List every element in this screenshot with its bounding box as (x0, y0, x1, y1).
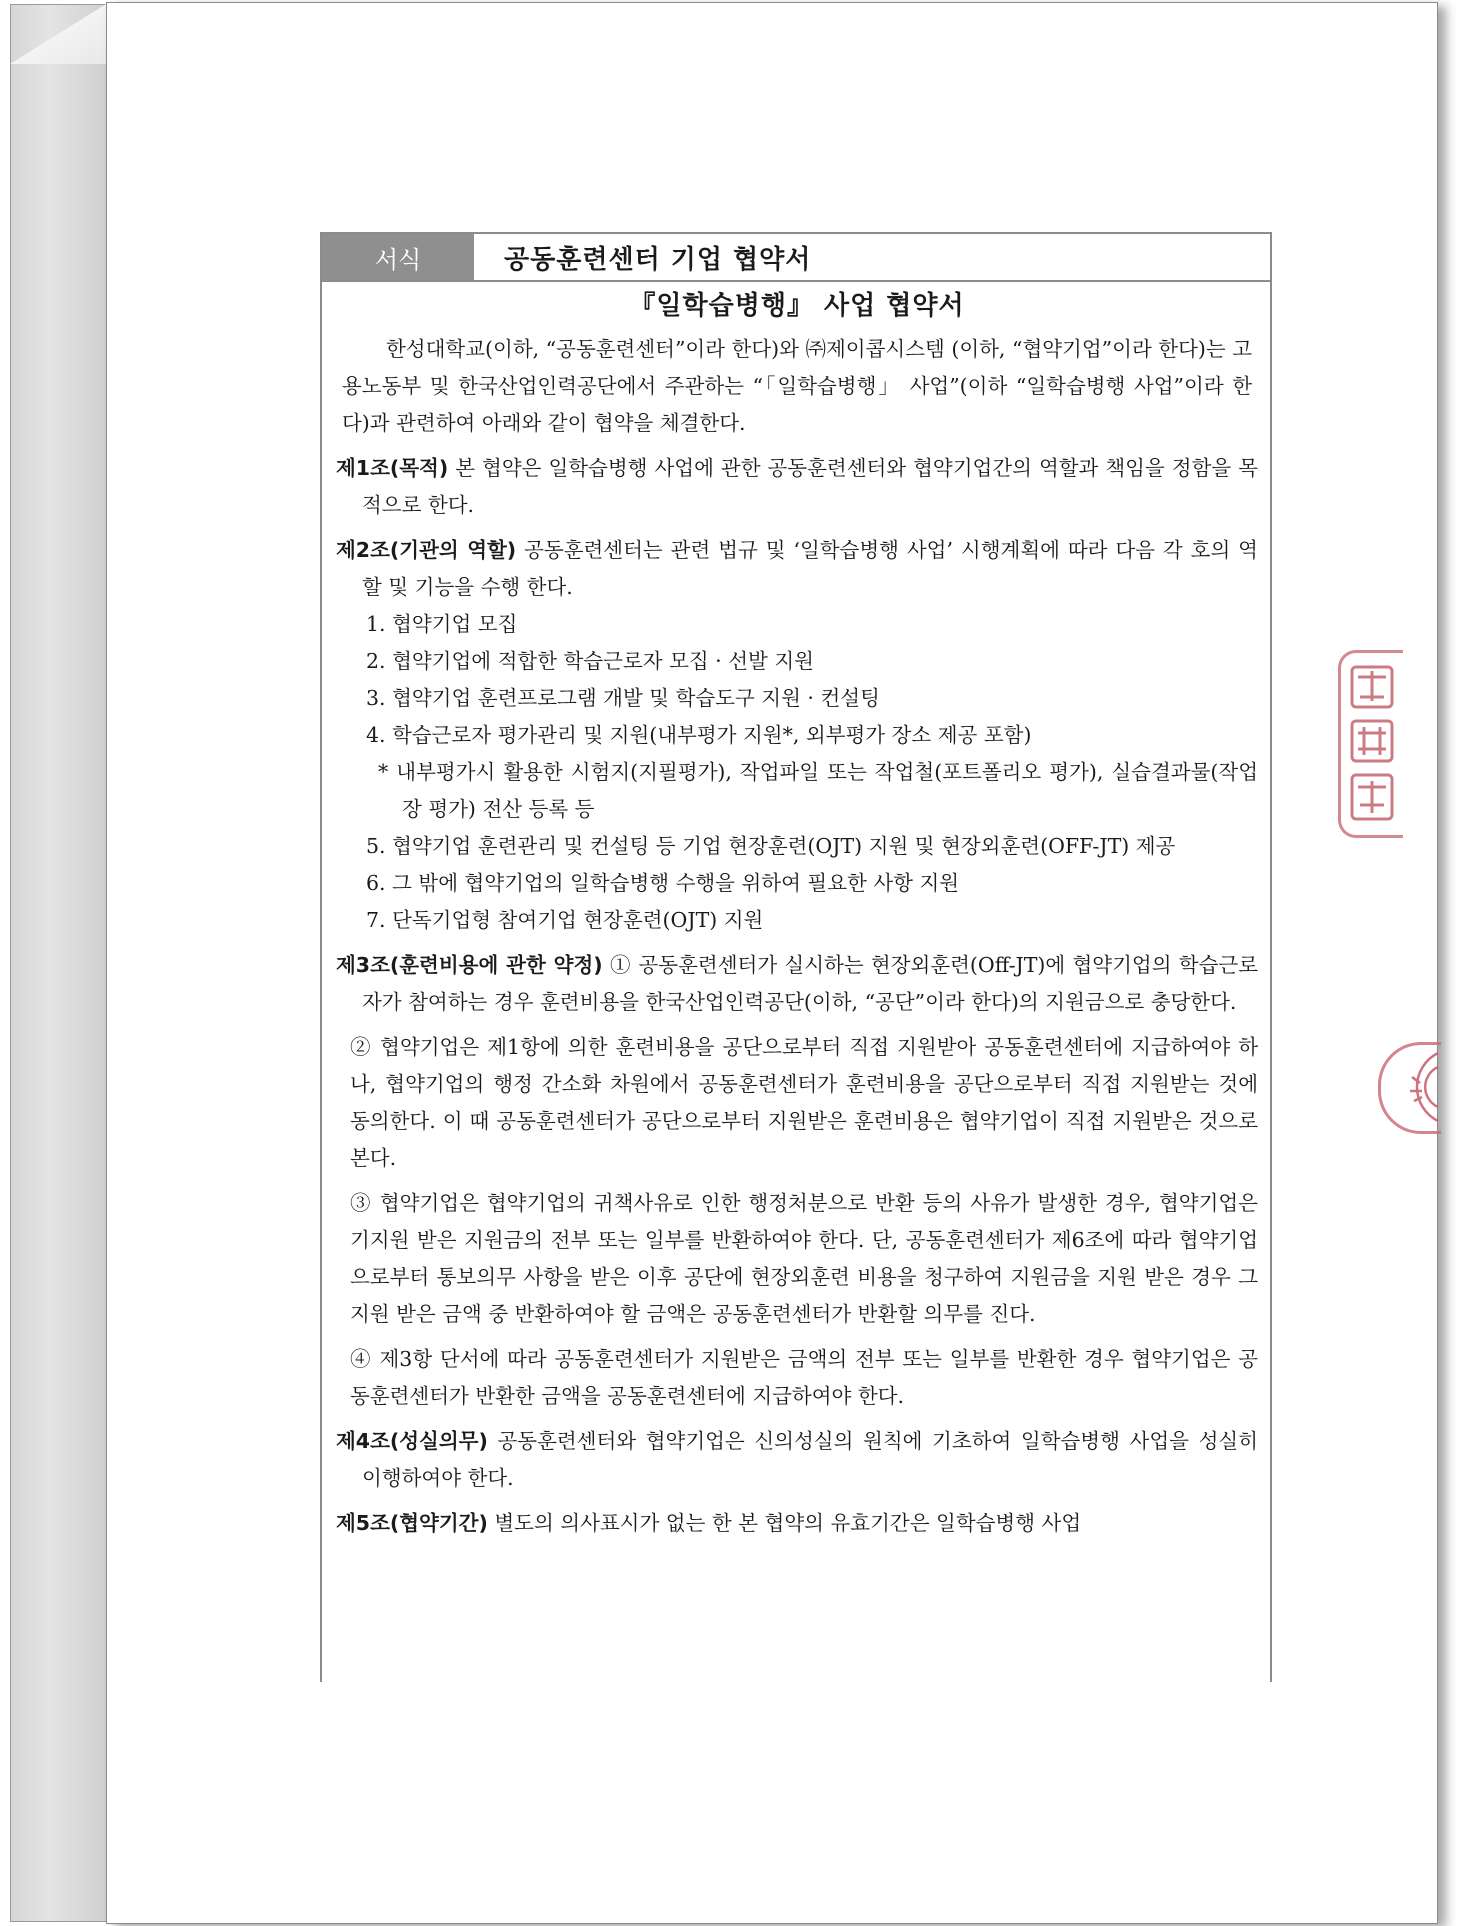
article-1 (336, 450, 1258, 524)
list-item: 6. 그 밖에 협약기업의 일학습병행 수행을 위하여 필요한 사항 지원 (366, 871, 960, 895)
seal-ring-icon (1382, 1045, 1440, 1129)
form-content (322, 282, 1270, 1542)
list-item: 7. 단독기업형 참여기업 현장훈련(OJT) 지원 (366, 908, 764, 932)
list-item: 2. 협약기업에 적합한 학습근로자 모집 · 선발 지원 (366, 649, 814, 673)
seal-glyph-icon (1342, 653, 1402, 833)
article-2-heading: 제2조(기관의 역할) (336, 538, 517, 562)
article-2-items-continued (336, 828, 1258, 939)
article-3-heading: 제3조(훈련비용에 관한 약정) (336, 953, 603, 977)
article-5-heading: 제5조(협약기간) (336, 1511, 488, 1535)
form-title: 공동훈련센터 기업 협약서 (504, 244, 812, 275)
document-title: 『일학습병행』 사업 협약서 (629, 291, 965, 321)
article-3-body: ① 공동훈련센터가 실시하는 현장외훈련(Off-JT)에 협약기업의 학습근로자가 참여하는 경우 훈련비용을 한국산업인력공단(이하, “공단”이라 한다)의 지원금으로 충당한다. (362, 953, 1258, 1014)
article-1-body: 본 협약은 일학습병행 사업에 관한 공동훈련센터와 협약기업간의 역할과 책임을 정함을 목적으로 한다. (362, 456, 1258, 517)
form-tag: 서식 (322, 234, 474, 280)
article-2-items (336, 606, 1258, 754)
form-header (322, 234, 1270, 282)
agreement-form (320, 232, 1272, 1682)
article-2-body: 공동훈련센터는 관련 법규 및 ‘일학습병행 사업’ 시행계획에 따라 다음 각 호의 역할 및 기능을 수행 한다. (362, 538, 1258, 599)
list-item: 1. 협약기업 모집 (366, 612, 518, 636)
intro-paragraph: 한성대학교(이하, “공동훈련센터”이라 한다)와 ㈜제이콥시스템 (이하, “협약기업”이라 한다)는 고용노동부 및 한국산업인력공단에서 주관하는 “「일학습병행」 사업”(이하 “일학습병행 사업”이라 한다)과 관련하여 아래와 같이 협약을 체결한다. (342, 337, 1252, 435)
article-2-note: * 내부평가시 활용한 시험지(지필평가), 작업파일 또는 작업철(포트폴리오 평가), 실습결과물(작업장 평가) 전산 등록 등 (378, 760, 1258, 821)
article-1-heading: 제1조(목적) (336, 456, 449, 480)
article-5 (336, 1505, 1258, 1542)
list-item: 5. 협약기업 훈련관리 및 컨설팅 등 기업 현장훈련(OJT) 지원 및 현장외훈련(OFF-JT) 제공 (366, 834, 1176, 858)
article-3 (336, 947, 1258, 1021)
article-5-body: 별도의 의사표시가 없는 한 본 협약의 유효기간은 일학습병행 사업 (487, 1511, 1082, 1535)
article-4-body: 공동훈련센터와 협약기업은 신의성실의 원칙에 기초하여 일학습병행 사업을 성실히 이행하여야 한다. (362, 1429, 1258, 1490)
book-spine (10, 4, 108, 1922)
list-item: 3. 협약기업 훈련프로그램 개발 및 학습도구 지원 · 컨설팅 (366, 686, 880, 710)
article-4 (336, 1423, 1258, 1497)
article-4-heading: 제4조(성실의무) (336, 1429, 488, 1453)
article-3-paragraph-3: ③ 협약기업은 협약기업의 귀책사유로 인한 행정처분으로 반환 등의 사유가 발생한 경우, 협약기업은 기지원 받은 지원금의 전부 또는 일부를 반환하여야 한다. 단, 공동훈련센터가 제6조에 따라 협약기업으로부터 통보의무 사항을 받은 이후 공단에 현장외훈련 비용을 청구하여 지원금을 지원 받은 경우 그 지원 받은 금액 중 반환하여야 할 금액은 공동훈련센터가 반환할 의무를 진다. (350, 1191, 1258, 1326)
article-2 (336, 532, 1258, 606)
article-3-paragraph-2: ② 협약기업은 제1항에 의한 훈련비용을 공단으로부터 직접 지원받아 공동훈련센터에 지급하여야 하나, 협약기업의 행정 간소화 차원에서 공동훈련센터가 훈련비용을 공단으로부터 직접 지원받는 것에 동의한다. 이 때 공동훈련센터가 공단으로부터 지원받은 훈련비용은 협약기업이 직접 지원받은 것으로 본다. (350, 1035, 1258, 1170)
red-seal-stamp (1338, 650, 1403, 838)
article-3-paragraph-4: ④ 제3항 단서에 따라 공동훈련센터가 지원받은 금액의 전부 또는 일부를 반환한 경우 협약기업은 공동훈련센터가 반환한 금액을 공동훈련센터에 지급하여야 한다. (350, 1347, 1258, 1408)
list-item: 4. 학습근로자 평가관리 및 지원(내부평가 지원*, 외부평가 장소 제공 포함) (366, 723, 1032, 747)
